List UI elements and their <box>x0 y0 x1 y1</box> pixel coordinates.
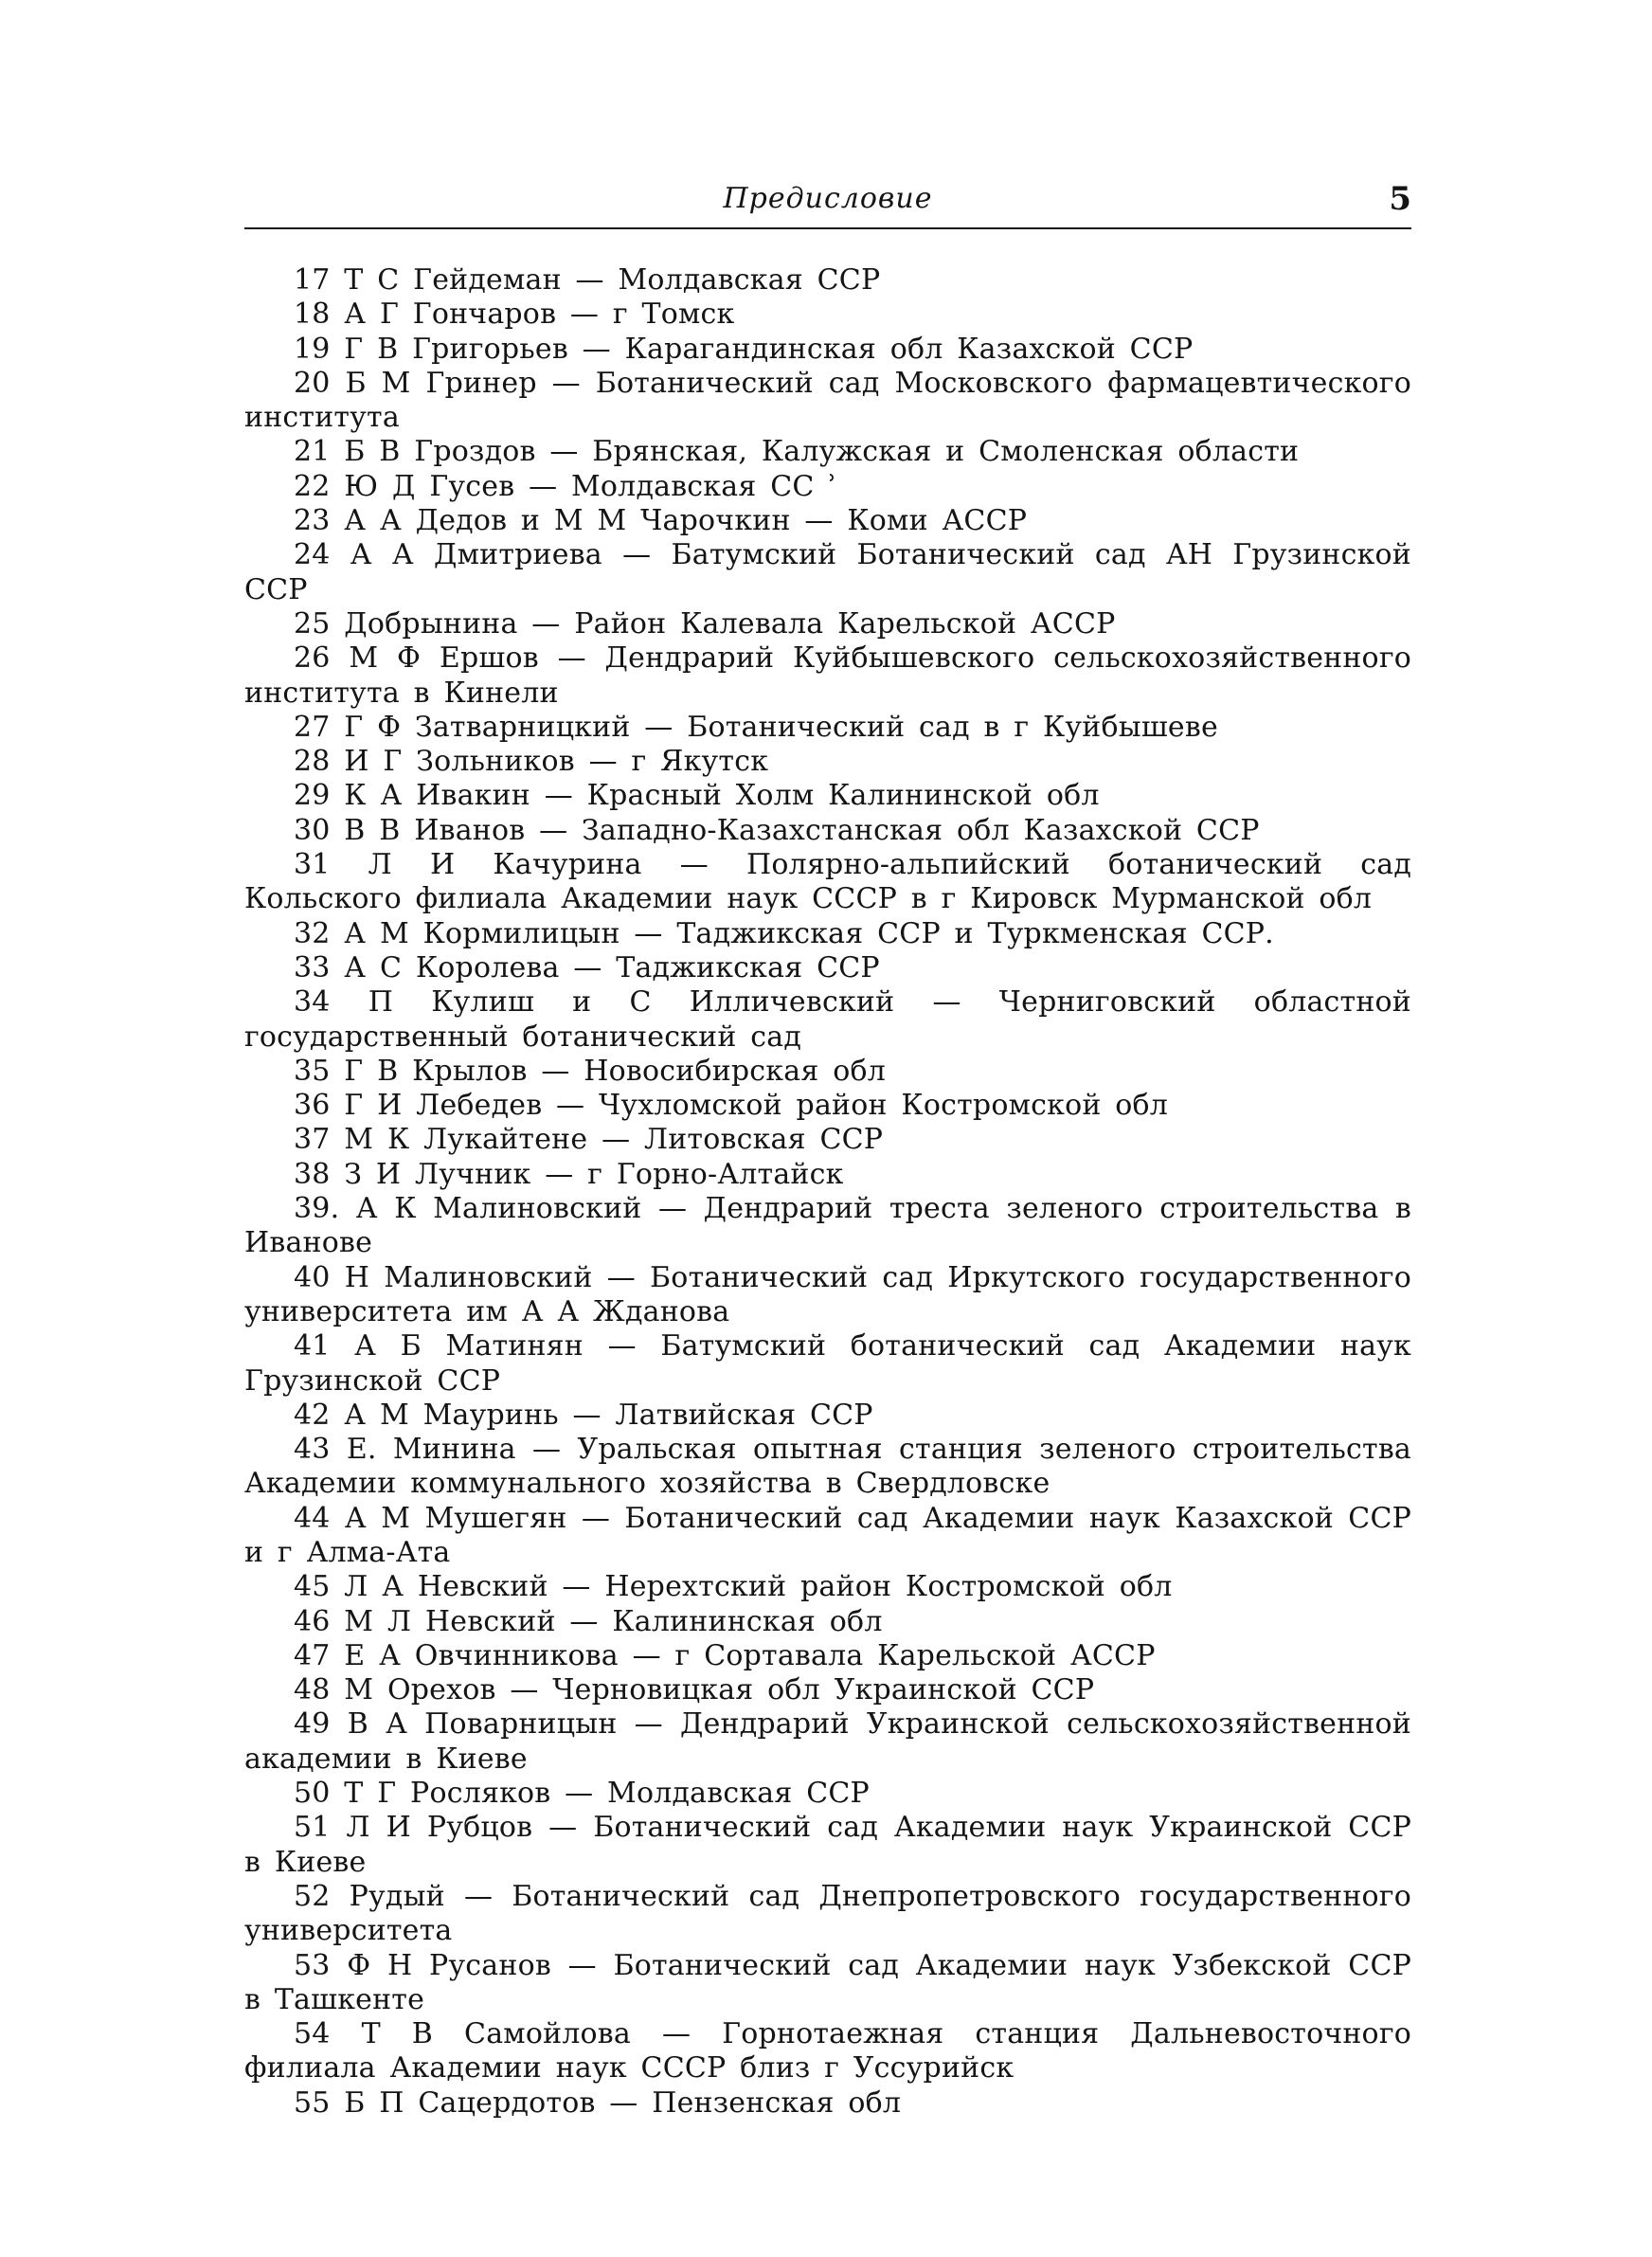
page-number: 5 <box>1389 180 1411 218</box>
list-item: 17 Т С Гейдеман — Молдавская ССР <box>294 263 881 297</box>
list-item: 35 Г В Крылов — Новосибирская обл <box>294 1054 886 1088</box>
list-item: 19 Г В Григорьев — Карагандинская обл Казахской ССР <box>294 332 1194 366</box>
list-item: 47 Е А Овчинникова — г Сортавала Карельской АССР <box>294 1638 1156 1672</box>
running-title: Предисловие <box>723 182 933 215</box>
list-item: 30 В В Иванов — Западно-Казахстанская обл Казахской ССР <box>294 813 1260 847</box>
list-item: 48 М Орехов — Черновицкая обл Украинской ССР <box>294 1673 1095 1707</box>
list-item: 28 И Г Зольников — г Якутск <box>294 745 769 779</box>
list-item: 44 А М Мушегян — Ботанический сад Академии наук Казахской ССР и г Алма-Ата <box>244 1501 1411 1569</box>
list-item: 25 Добрынина — Район Калевала Карельской АССР <box>294 606 1116 641</box>
list-item: 26 М Ф Ершов — Дендрарий Куйбышевского сельскохозяйственного института в Кинели <box>244 641 1411 710</box>
list-item: 21 Б В Гроздов — Брянская, Калужская и Смоленская области <box>294 435 1300 469</box>
list-item: 32 А М Кормилицын — Таджикская ССР и Туркменская ССР. <box>294 916 1274 950</box>
running-head <box>244 178 1411 227</box>
list-item: 23 А А Дедов и М М Чарочкин — Коми АССР <box>294 504 1028 538</box>
list-item: 33 А С Королева — Таджикская ССР <box>294 950 880 984</box>
list-item: 40 Н Малиновский — Ботанический сад Иркутского государственного университета им А А Жданова <box>244 1260 1411 1328</box>
list-item: 46 М Л Невский — Калининская обл <box>294 1604 883 1638</box>
list-item: 36 Г И Лебедев — Чухломской район Костромской обл <box>294 1089 1169 1123</box>
list-item: 29 К А Ивакин — Красный Холм Калининской обл <box>294 779 1100 813</box>
list-item: 22 Ю Д Гусев — Молдавская СС ʾ <box>294 469 837 503</box>
list-item: 50 Т Г Росляков — Молдавская ССР <box>294 1777 870 1811</box>
list-item: 34 П Кулиш и С Илличевский — Черниговский областной государственный ботанический сад <box>244 985 1411 1054</box>
list-item: 27 Г Ф Затварницкий — Ботанический сад в г Куйбышеве <box>294 710 1218 744</box>
list-item: 52 Рудый — Ботанический сад Днепропетровского государственного университета <box>244 1879 1411 1948</box>
list-item: 49 В А Поварницын — Дендрарий Украинской сельскохозяйственной академии в Киеве <box>244 1707 1411 1776</box>
list-item: 39. А К Малиновский — Дендрарий треста зеленого строительства в Иванове <box>244 1192 1411 1260</box>
list-item: 54 Т В Самойлова — Горнотаежная станция Дальневосточного филиала Академии наук СССР близ г Уссурийск <box>244 2017 1411 2085</box>
entry-list <box>244 263 1411 2121</box>
list-item: 24 А А Дмитриева — Батумский Ботанический сад АН Грузинской ССР <box>244 538 1411 606</box>
list-item: 37 М К Лукайтене — Литовская ССР <box>294 1123 884 1157</box>
list-item: 31 Л И Качурина — Полярно-альпийский ботанический сад Кольского филиала Академии наук СССР в г Кировск Мурманской обл <box>244 848 1411 916</box>
list-item: 38 З И Лучник — г Горно-Алтайск <box>294 1157 844 1191</box>
list-item: 53 Ф Н Русанов — Ботанический сад Академии наук Узбекской ССР в Ташкенте <box>244 1948 1411 2016</box>
list-item: 55 Б П Сацердотов — Пензенская обл <box>294 2085 902 2120</box>
list-item: 20 Б М Гринер — Ботанический сад Московского фармацевтического института <box>244 366 1411 435</box>
list-item: 18 А Г Гончаров — г Томск <box>294 298 735 332</box>
list-item: 51 Л И Рубцов — Ботанический сад Академии наук Украинской ССР в Киеве <box>244 1811 1411 1879</box>
header-rule <box>244 227 1411 229</box>
list-item: 45 Л А Невский — Нерехтский район Костромской обл <box>294 1570 1173 1604</box>
list-item: 41 А Б Матинян — Батумский ботанический сад Академии наук Грузинской ССР <box>244 1329 1411 1398</box>
list-item: 42 А М Мауринь — Латвийская ССР <box>294 1398 873 1432</box>
list-item: 43 Е. Минина — Уральская опытная станция зеленого строительства Академии коммунального хозяйства в Свердловске <box>244 1433 1411 1501</box>
